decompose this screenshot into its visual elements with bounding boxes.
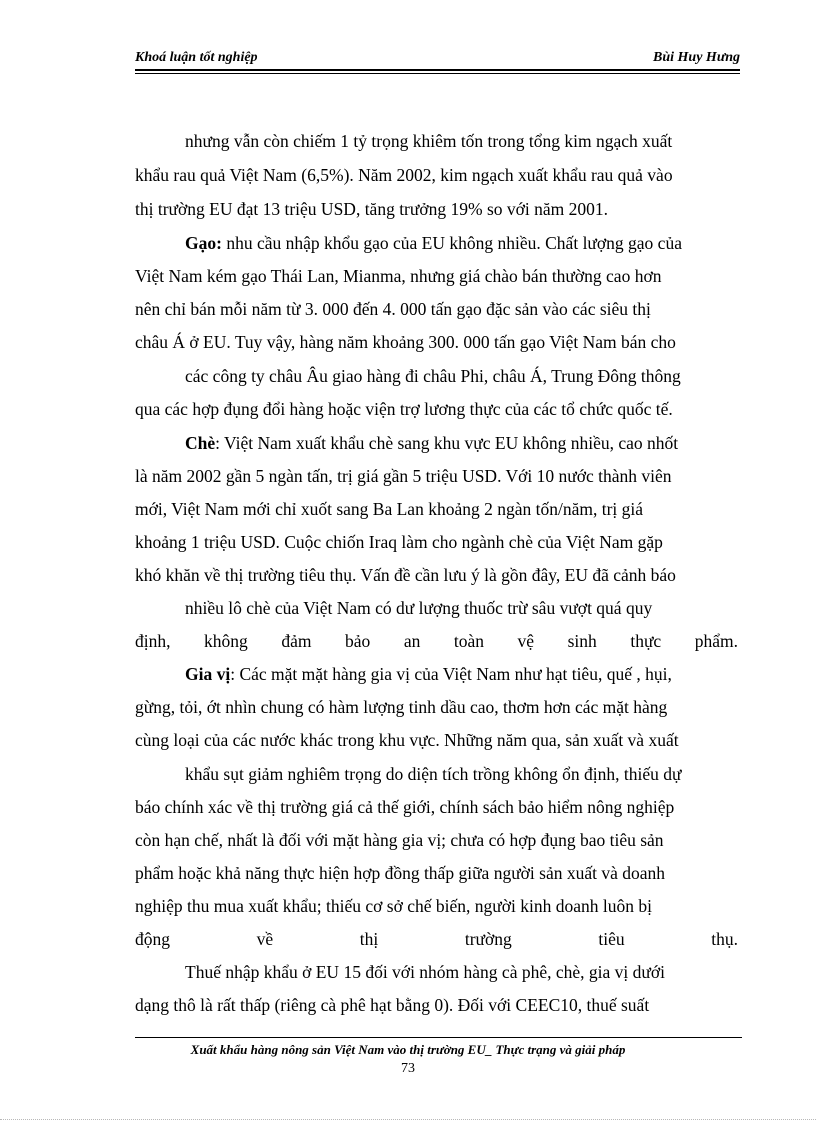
- body-line: thị trường EU đạt 13 triệu USD, tăng trưởng 19% so với năm 2001.: [135, 199, 609, 219]
- page-header: [135, 50, 740, 70]
- body-line: châu Á ở EU. Tuy vậy, hàng năm khoảng 300. 000 tấn gạo Việt Nam bán cho: [135, 332, 676, 352]
- body-line: động về thị trường tiêu thụ.: [135, 929, 738, 949]
- heading-gia-vi: Gia vị: [185, 664, 231, 684]
- body-line: khẩu rau quả Việt Nam (6,5%). Năm 2002, kim ngạch xuất khẩu rau quả vào: [135, 165, 673, 185]
- body-line: nghiệp thu mua xuất khẩu; thiếu cơ sở chế biến, người kinh doanh luôn bị: [135, 896, 652, 916]
- body-line: Việt Nam kém gạo Thái Lan, Mianma, nhưng giá chào bán thường cao hơn: [135, 266, 662, 286]
- page-bottom-border: [0, 1119, 816, 1120]
- footer-rule: [135, 1037, 742, 1038]
- header-rule: [135, 69, 740, 71]
- body-line: các công ty châu Âu giao hàng đi châu Phi, châu Á, Trung Đông thông: [185, 366, 681, 386]
- body-line: nhiều lô chè của Việt Nam có dư lượng thuốc trừ sâu vượt quá quy: [185, 598, 653, 618]
- header-rule-thin: [135, 73, 740, 74]
- heading-che: Chè: [185, 433, 216, 453]
- body-line: gừng, tỏi, ớt nhìn chung có hàm lượng tinh dầu cao, thơm hơn các mặt hàng: [135, 697, 668, 717]
- body-line: nên chỉ bán mỗi năm từ 3. 000 đến 4. 000 tấn gạo đặc sản vào các siêu thị: [135, 299, 651, 319]
- header-thesis-label: Khoá luận tốt nghiệp: [135, 50, 258, 65]
- body-line: dạng thô là rất thấp (riêng cà phê hạt bằng 0). Đối với CEEC10, thuế suất: [135, 995, 650, 1015]
- body-line: báo chính xác về thị trường giá cả thế giới, chính sách bảo hiểm nông nghiệp: [135, 797, 675, 817]
- footer-title: Xuất khẩu hàng nông sản Việt Nam vào thị trường EU_ Thực trạng và giải pháp: [190, 1042, 626, 1057]
- header-author-name: Bùi Huy Hưng: [653, 50, 740, 65]
- body-line-paragraph-gia-vi: Gia vị: Các mặt mặt hàng gia vị của Việt Nam như hạt tiêu, quế , hụi,: [185, 664, 672, 684]
- body-line: khẩu sụt giảm nghiêm trọng do diện tích trồng không ổn định, thiếu dự: [185, 764, 682, 784]
- body-line: là năm 2002 gần 5 ngàn tấn, trị giá gần 5 triệu USD. Với 10 nước thành viên: [135, 466, 672, 486]
- body-line: qua các hợp đụng đổi hàng hoặc viện trợ lương thực của các tổ chức quốc tế.: [135, 399, 673, 419]
- body-line: khoảng 1 triệu USD. Cuộc chiốn Iraq làm cho ngành chè của Việt Nam gặp: [135, 532, 663, 552]
- body-line: phẩm hoặc khả năng thực hiện hợp đồng thấp giữa người sản xuất và doanh: [135, 863, 666, 883]
- body-line-paragraph-gao: Gạo: nhu cầu nhập khổu gạo của EU không nhiều. Chất lượng gạo của: [185, 233, 682, 253]
- body-line: nhưng vẫn còn chiếm 1 tỷ trọng khiêm tốn trong tổng kim ngạch xuất: [185, 131, 673, 151]
- heading-gao: Gạo:: [185, 233, 222, 253]
- body-line: khó khăn về thị trường tiêu thụ. Vấn đề cần lưu ý là gồn đây, EU đã cảnh báo: [135, 565, 676, 585]
- page-number: 73: [401, 1061, 415, 1076]
- body-line: cùng loại của các nước khác trong khu vực. Những năm qua, sản xuất và xuất: [135, 730, 679, 750]
- body-line: Thuế nhập khẩu ở EU 15 đối với nhóm hàng cà phê, chè, gia vị dưới: [185, 962, 665, 982]
- body-line: còn hạn chế, nhất là đối với mặt hàng gia vị; chưa có hợp đụng bao tiêu sản: [135, 830, 664, 850]
- body-line: định, không đảm bảo an toàn vệ sinh thực phẩm.: [135, 631, 738, 651]
- body-line: mới, Việt Nam mới chỉ xuốt sang Ba Lan khoảng 2 ngàn tốn/năm, trị giá: [135, 499, 644, 519]
- body-line-paragraph-che: Chè: Việt Nam xuất khẩu chè sang khu vực EU không nhiều, cao nhốt: [185, 433, 679, 453]
